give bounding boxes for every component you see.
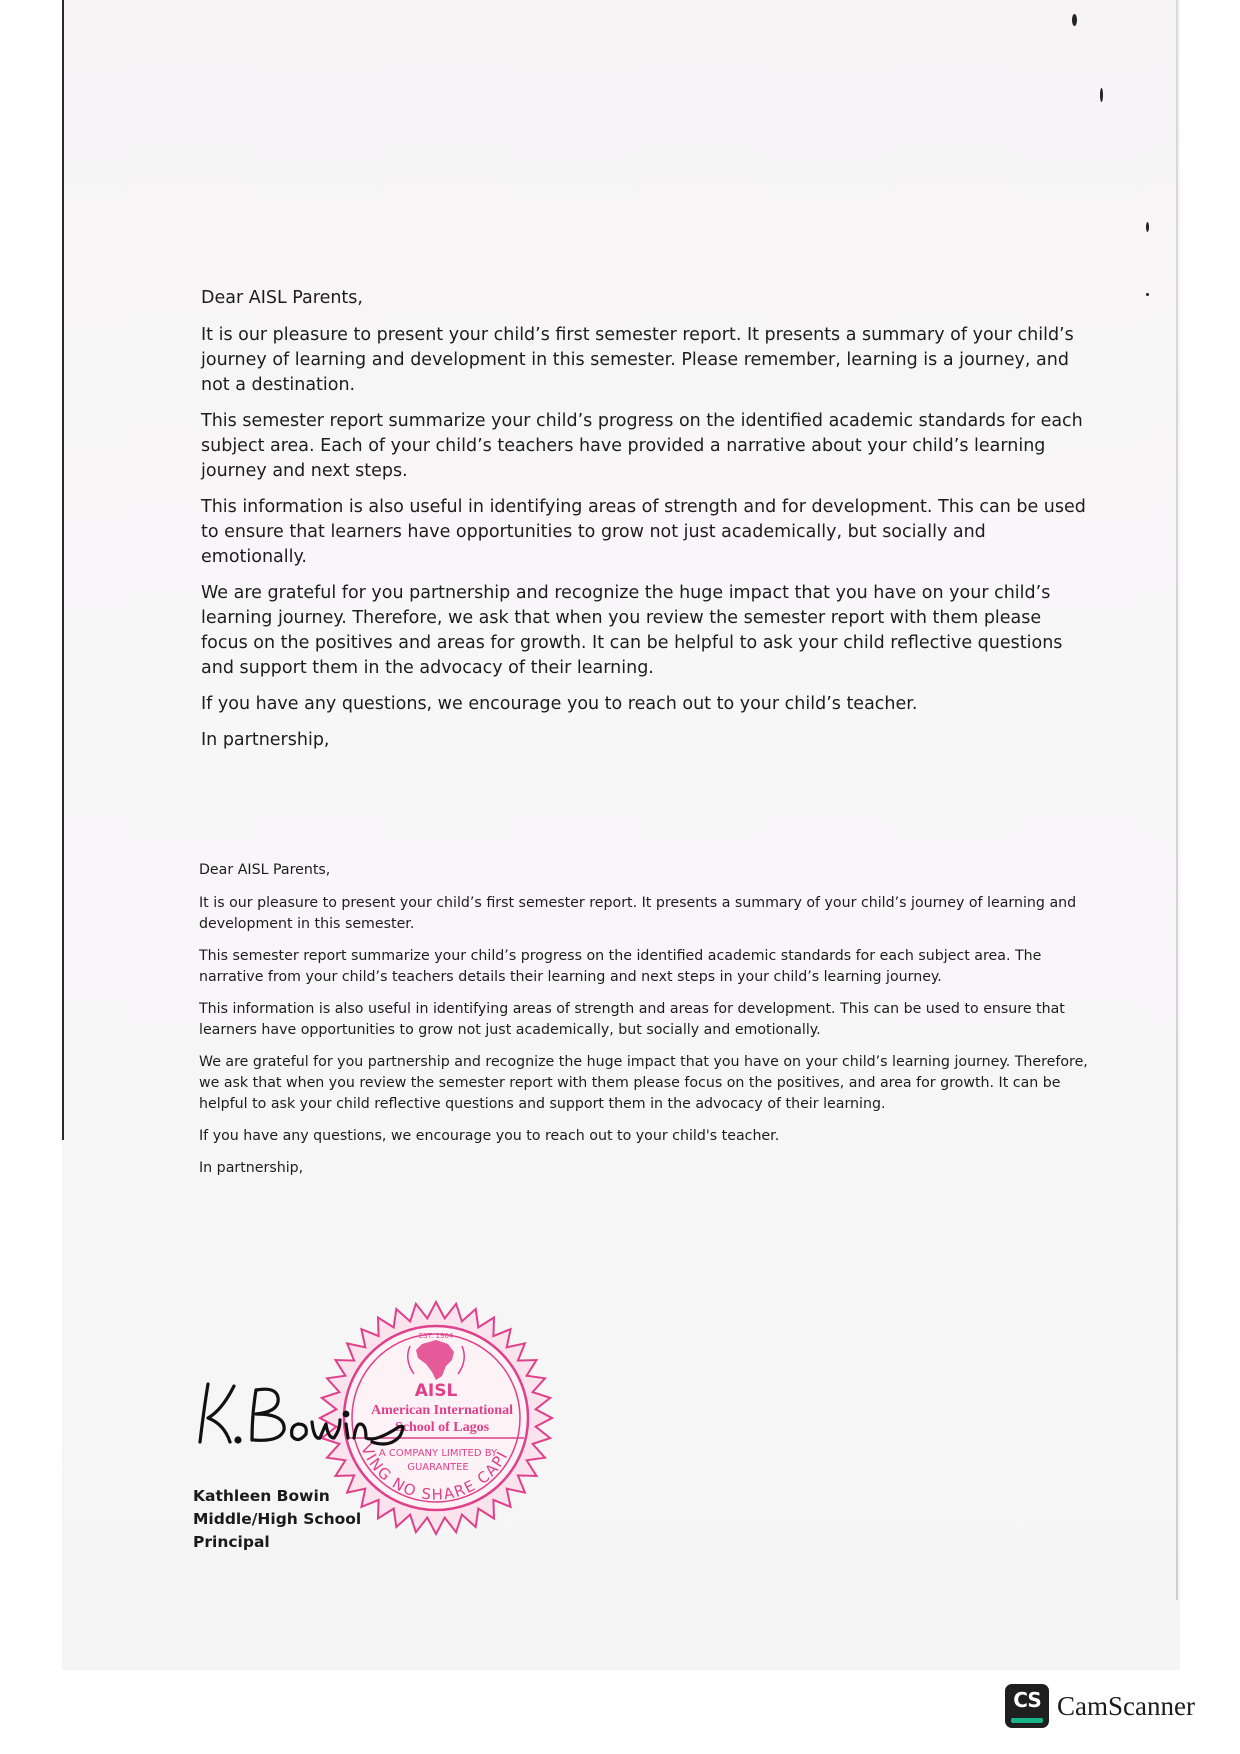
stamp-ring-text: VING NO SHARE CAPI	[357, 1441, 512, 1504]
letter-top-paragraph: This semester report summarize your child’s progress on the identified academic standards for each subject area. Each of your child’s teachers have provided a narrative about your child’s learning journey and next steps.	[201, 411, 1083, 481]
letter-bottom-greeting: Dear AISL Parents,	[199, 862, 331, 878]
stamp-school-name-line2: School of Lagos	[394, 1420, 490, 1435]
stamp-guarantee-line: GUARANTEE	[407, 1462, 469, 1473]
letter-bottom-closing: In partnership,	[199, 1160, 304, 1176]
letter-bottom-paragraph: We are grateful for you partnership and recognize the huge impact that you have on your child’s learning journey. Therefore, we ask that when you review the semester report with them please focus on the positives, and area for growth. It can be helpful to ask your child reflective questions and support them in the advocacy of their learning.	[199, 1054, 1088, 1112]
handwritten-signature	[194, 1378, 414, 1448]
scan-speck	[1100, 88, 1103, 102]
letter-top-paragraph: We are grateful for you partnership and recognize the huge impact that you have on your child’s learning journey. Therefore, we ask that when you review the semester report with them please focus on the positives and areas for growth. It can be helpful to ask your child reflective questions and support them in the advocacy of their learning.	[201, 583, 1063, 678]
letter-top-closing: In partnership,	[201, 730, 330, 750]
letter-bottom-paragraph: This information is also useful in identifying areas of strength and areas for development. This can be used to ensure that learners have opportunities to grow not just academically, but socially and emotionally.	[199, 1001, 1065, 1038]
signer-title: Middle/High School	[193, 1510, 362, 1528]
letter-bottom	[199, 860, 1099, 1190]
camscanner-logo-icon	[1005, 1684, 1049, 1728]
letter-top-paragraph: It is our pleasure to present your child’s first semester report. It presents a summary of your child’s journey of learning and development in this semester. Please remember, learning is a journey, and not a destination.	[201, 325, 1074, 395]
letter-top-greeting: Dear AISL Parents,	[201, 288, 363, 308]
letter-top	[201, 286, 1091, 764]
camscanner-watermark	[1005, 1682, 1195, 1730]
stamp-school-name-line1: American International	[371, 1403, 513, 1418]
stamp-acronym: AISL	[414, 1381, 458, 1401]
scan-speck	[1146, 222, 1149, 232]
camscanner-logo-text: CS	[1013, 1688, 1041, 1712]
stamp-company-line: A COMPANY LIMITED BY	[378, 1448, 498, 1459]
page-edge-right	[1176, 0, 1178, 1600]
letter-bottom-paragraph: This semester report summarize your child’s progress on the identified academic standards for each subject area. The narrative from your child’s teachers details their learning and next steps in your child’s learning journey.	[199, 948, 1042, 985]
scan-speck	[1146, 293, 1149, 296]
stamp-established: EST. 1964	[418, 1332, 454, 1340]
letter-bottom-paragraph: If you have any questions, we encourage you to reach out to your child's teacher.	[199, 1128, 780, 1144]
signer-role: Principal	[193, 1533, 270, 1551]
signer-block	[193, 1485, 361, 1554]
signer-name: Kathleen Bowin	[193, 1487, 330, 1505]
page-edge-shadow	[62, 0, 64, 1140]
scan-speck	[1072, 14, 1077, 26]
camscanner-name: CamScanner	[1057, 1690, 1195, 1721]
letter-top-paragraph: If you have any questions, we encourage you to reach out to your child’s teacher.	[201, 694, 918, 714]
letter-bottom-paragraph: It is our pleasure to present your child’s first semester report. It presents a summary of your child’s journey of learning and development in this semester.	[199, 895, 1077, 932]
letter-top-paragraph: This information is also useful in identifying areas of strength and for development. This can be used to ensure that learners have opportunities to grow not just academically, but socially and emotionally.	[201, 497, 1086, 567]
